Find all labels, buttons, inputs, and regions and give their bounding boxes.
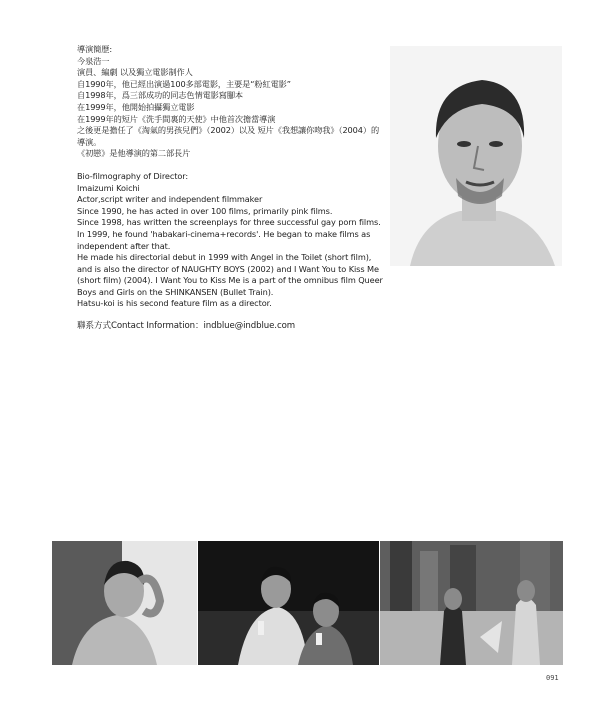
bio-en-line: In 1999, he found 'habakari-cinema+records'. He began to make films as independent after that. bbox=[77, 228, 371, 251]
bio-en-line: He made his directorial debut in 1999 with Angel in the Toilet (short film), bbox=[77, 252, 372, 263]
bio-cn-line: 在1999年，他開始拍攝獨立電影 bbox=[77, 101, 195, 112]
bio-cn-line: 自1990年，他已經出演過100多部電影，主要是“粉紅電影” bbox=[77, 78, 291, 89]
bio-cn-line: 在1999年的短片《洗手間裏的天使》中他首次擔當導演 bbox=[77, 113, 276, 124]
section-gap bbox=[77, 160, 387, 171]
bio-cn-name: 今泉浩一 bbox=[77, 55, 110, 66]
film-still-2 bbox=[198, 541, 379, 665]
bio-en-line: Actor,script writer and independent filmmaker bbox=[77, 194, 263, 205]
bio-cn-line: 之後更是擔任了《淘氣的男孩兒們》（2002）以及 短片《我想讓你吻我》（2004）的導演。 bbox=[77, 125, 380, 147]
bio-cn-line: 自1998年，爲三部成功的同志色情電影寫腳本 bbox=[77, 90, 244, 101]
film-still-3 bbox=[380, 541, 563, 665]
bio-section bbox=[77, 44, 387, 333]
contact-label: 聯系方式Contact Information： bbox=[77, 321, 204, 332]
bio-english bbox=[77, 171, 387, 310]
bio-en-heading: Bio-filmography of Director: bbox=[77, 170, 189, 181]
bio-cn-line: 演員、編劇 以及獨立電影制作人 bbox=[77, 67, 193, 78]
director-portrait-photo bbox=[390, 46, 562, 266]
bio-en-line: and is also the director of NAUGHTY BOYS (2002) and I Want You to Kiss Me (short film) (2004). I Want You to Kiss Me is a part of the omnibus film Queer Boys and Girls on the SHINKANSEN (Bullet Train). bbox=[77, 263, 383, 297]
page-number: 091 bbox=[546, 674, 559, 682]
bio-en-line: Since 1998, has written the screenplays for three successful gay porn films. bbox=[77, 217, 381, 228]
bio-en-line: Since 1990, he has acted in over 100 films, primarily pink films. bbox=[77, 205, 333, 216]
bio-en-line: Hatsu-koi is his second feature film as a director. bbox=[77, 298, 272, 309]
section-gap bbox=[77, 310, 387, 321]
contact-info bbox=[77, 321, 387, 333]
still-2-illustration bbox=[198, 541, 379, 665]
contact-email-link[interactable]: indblue@indblue.com bbox=[203, 321, 295, 332]
portrait-illustration bbox=[390, 46, 562, 266]
still-1-illustration bbox=[52, 541, 197, 665]
bio-chinese bbox=[77, 44, 387, 160]
bio-cn-line: 《初戀》是他導演的第二部長片 bbox=[77, 148, 191, 159]
film-still-1 bbox=[52, 541, 197, 665]
bio-en-name: Imaizumi Koichi bbox=[77, 182, 140, 193]
still-3-illustration bbox=[380, 541, 563, 665]
bio-cn-heading: 導演簡歷: bbox=[77, 44, 113, 54]
